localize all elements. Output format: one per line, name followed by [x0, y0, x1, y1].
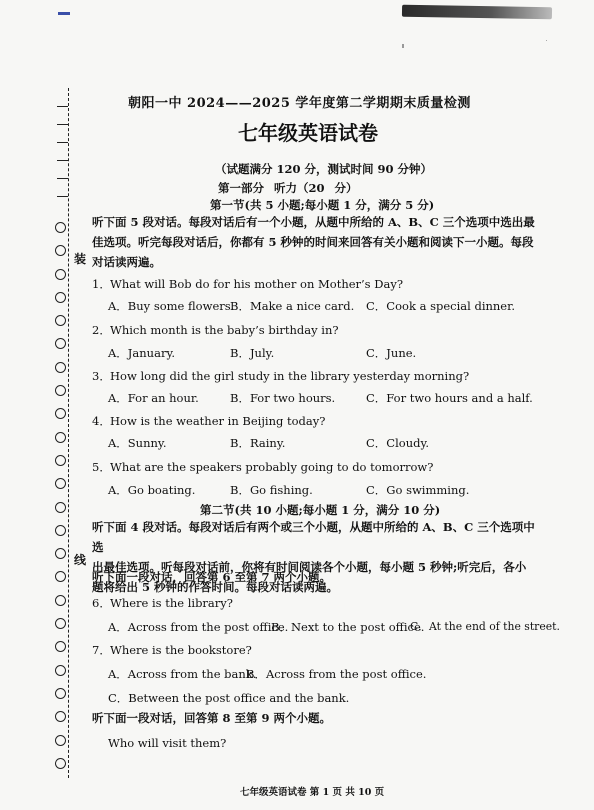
- question-2: [92, 322, 339, 338]
- margin-circle: [55, 735, 66, 746]
- school-exam-header: 朝阳一中 2024——2025 学年度第二学期期末质量检测: [128, 96, 471, 111]
- option-c: C．June.: [366, 346, 417, 360]
- section2-lead-2: 听下面一段对话，回答第 8 至第 9 两个小题。: [92, 711, 332, 725]
- question-number: 6．: [92, 596, 111, 610]
- margin-circle: [55, 688, 66, 699]
- margin-circle: [55, 548, 66, 559]
- margin-tick: [57, 106, 68, 107]
- option-c: C．For two hours and a half.: [366, 391, 533, 405]
- margin-circle: [55, 245, 66, 256]
- question-4: [92, 413, 325, 429]
- question-1: [92, 276, 403, 292]
- exam-title: 七年级英语试卷: [238, 121, 378, 145]
- section1-title: 第一节(共 5 小题;每小题 1 分，满分 5 分): [210, 198, 435, 212]
- question-text: Who will visit them?: [108, 736, 227, 750]
- question-number: 3．: [92, 369, 111, 383]
- question-8: [108, 736, 226, 750]
- instruction-line: 题将给出 5 秒钟的作答时间。每段对话读两遍。: [92, 580, 339, 594]
- option-b: B．Next to the post office.: [271, 620, 425, 634]
- option-a: A．Across from the post office.: [108, 620, 289, 634]
- question-text: What are the speakers probably going to do tomorrow?: [110, 460, 434, 474]
- option-c: C．Go swimming.: [366, 483, 470, 497]
- margin-circle: [55, 478, 66, 489]
- margin-tick: [57, 160, 68, 161]
- margin-circle: [55, 525, 66, 536]
- margin-tick: [57, 196, 68, 197]
- option-a: A．January.: [108, 346, 176, 360]
- question-number: 2．: [92, 323, 111, 337]
- margin-circle: [55, 385, 66, 396]
- margin-circle: [55, 595, 66, 606]
- option-b: B．Across from the post office.: [246, 667, 427, 681]
- instruction-line: 对话读两遍。: [92, 255, 161, 269]
- option-c: C．Cook a special dinner.: [366, 299, 516, 313]
- question-5: [92, 459, 433, 475]
- scan-speck: [546, 40, 547, 41]
- instruction-line: 出最佳选项。听每段对话前，你将有时间阅读各个小题，每小题 5 秒钟;听完后，各小: [92, 560, 527, 574]
- scan-artifact-left: [58, 12, 70, 15]
- margin-circle: [55, 315, 66, 326]
- scan-speck: [402, 44, 404, 48]
- margin-circle: [55, 292, 66, 303]
- margin-tick: [57, 142, 68, 143]
- margin-circle: [55, 502, 66, 513]
- section2-title: 第二节(共 10 小题;每小题 1 分，满分 10 分): [200, 503, 441, 517]
- option-b: B．Go fishing.: [230, 483, 313, 497]
- margin-circle: [55, 408, 66, 419]
- question-number: 4．: [92, 414, 111, 428]
- margin-tick: [57, 178, 68, 179]
- section2-lead-1: 听下面一段对话，回答第 6 至第 7 两个小题。: [92, 570, 332, 584]
- margin-circle: [55, 571, 66, 582]
- question-3: [92, 368, 469, 384]
- section1-instructions: [92, 212, 544, 272]
- margin-circle: [55, 338, 66, 349]
- question-7: [92, 642, 252, 658]
- option-a: A．For an hour.: [108, 391, 199, 405]
- margin-char-xian: 线: [74, 553, 87, 567]
- option-a: A．Sunny.: [108, 436, 167, 450]
- option-c: C．Between the post office and the bank.: [108, 691, 350, 705]
- exam-subtitle: （试题满分 120 分，测试时间 90 分钟）: [215, 162, 433, 176]
- margin-circle: [55, 711, 66, 722]
- margin-circle: [55, 665, 66, 676]
- option-c: C．Cloudy.: [366, 436, 430, 450]
- option-c: C．At the end of the street.: [410, 620, 560, 633]
- question-text: How long did the girl study in the library yesterday morning?: [110, 369, 470, 383]
- page-footer: 七年级英语试卷 第 1 页 共 10 页: [240, 787, 385, 798]
- margin-circle: [55, 618, 66, 629]
- option-a: A．Go boating.: [108, 483, 196, 497]
- margin-circle: [55, 222, 66, 233]
- instruction-line: 佳选项。听完每段对话后，你都有 5 秒钟的时间来回答有关小题和阅读下一小题。每段: [92, 235, 534, 249]
- option-a: A．Across from the bank.: [108, 667, 257, 681]
- question-number: 5．: [92, 460, 111, 474]
- margin-circle: [55, 269, 66, 280]
- part-title: 第一部分 听力（20 分）: [218, 181, 358, 195]
- option-b: B．For two hours.: [230, 391, 336, 405]
- margin-char-zhuang: 装: [74, 252, 87, 266]
- question-text: How is the weather in Beijing today?: [110, 414, 326, 428]
- margin-circle: [55, 641, 66, 652]
- margin-circle: [55, 362, 66, 373]
- margin-circle: [55, 455, 66, 466]
- option-b: B．Rainy.: [230, 436, 286, 450]
- question-text: Where is the bookstore?: [110, 643, 252, 657]
- option-b: B．July.: [230, 346, 275, 360]
- scan-artifact-right: [402, 5, 552, 20]
- option-a: A．Buy some flowers.: [108, 299, 235, 313]
- question-text: What will Bob do for his mother on Mother’s Day?: [110, 277, 403, 291]
- instruction-line: 听下面 5 段对话。每段对话后有一个小题，从题中所给的 A、B、C 三个选项中选出最: [92, 215, 535, 229]
- question-number: 1．: [92, 277, 111, 291]
- option-b: B．Make a nice card.: [230, 299, 355, 313]
- margin-tick: [57, 124, 68, 125]
- margin-circle: [55, 432, 66, 443]
- question-number: 7．: [92, 643, 111, 657]
- question-text: Which month is the baby’s birthday in?: [110, 323, 339, 337]
- question-text: Where is the library?: [110, 596, 233, 610]
- question-6: [92, 595, 233, 611]
- margin-circle: [55, 758, 66, 769]
- instruction-line: 听下面 4 段对话。每段对话后有两个或三个小题，从题中所给的 A、B、C 三个选项中选: [92, 520, 535, 554]
- margin-circles: [52, 222, 70, 781]
